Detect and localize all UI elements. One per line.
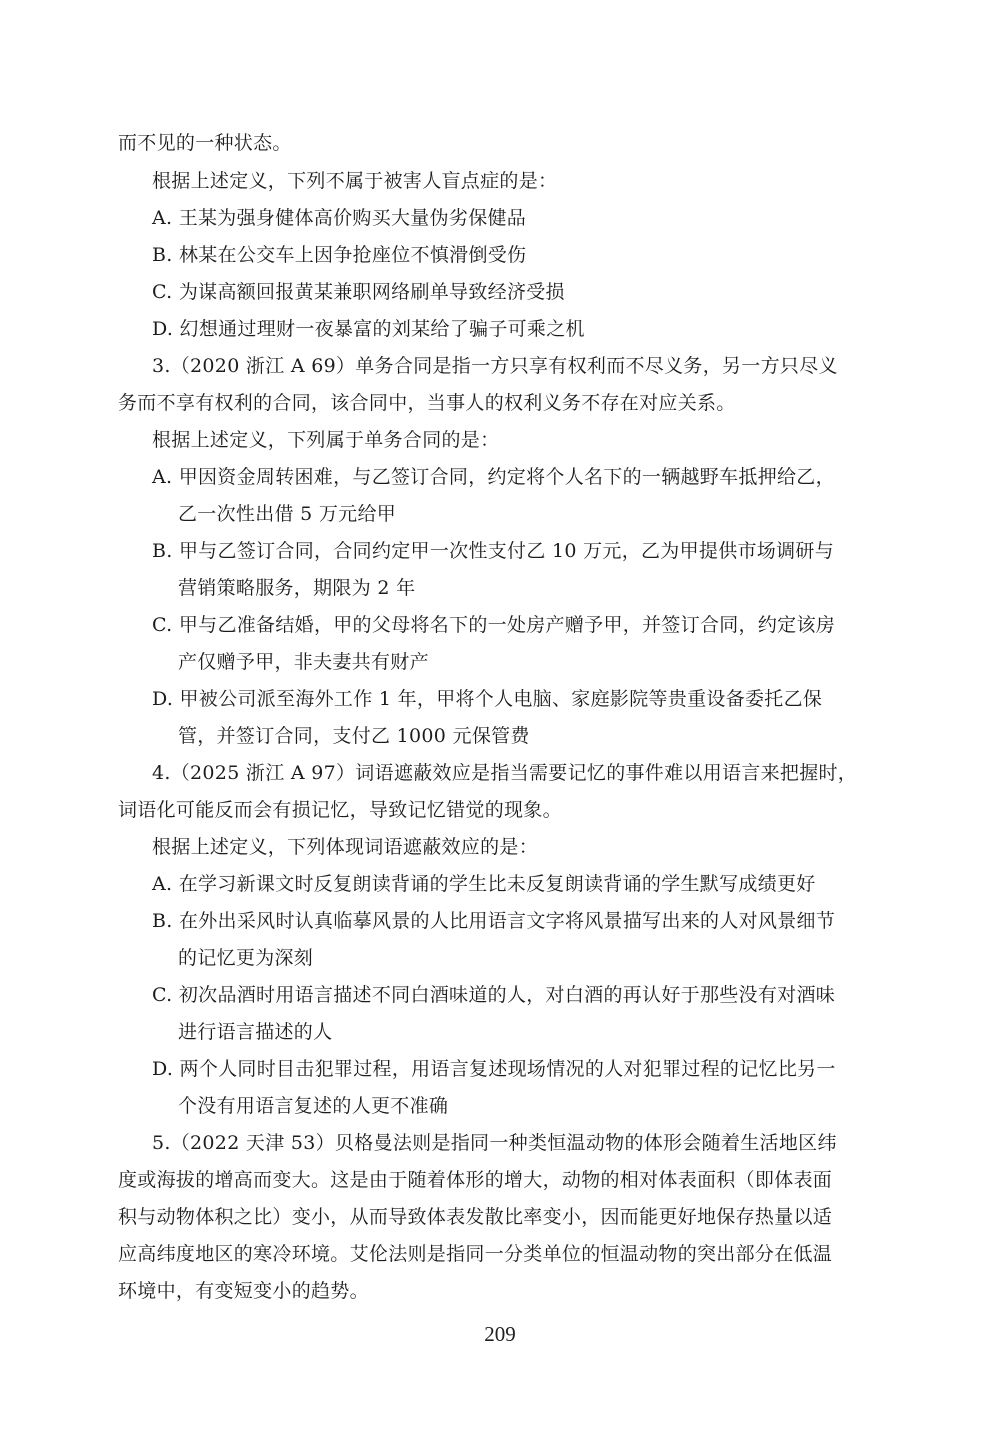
option-b: B. 林某在公交车上因争抢座位不慎滑倒受伤 bbox=[152, 244, 527, 266]
question-5-definition: 5.（2022 天津 53）贝格曼法则是指同一种类恒温动物的体形会随着生活地区纬 bbox=[152, 1132, 837, 1154]
question-4-definition: 4.（2025 浙江 A 97）词语遮蔽效应是指当需要记忆的事件难以用语言来把握时， bbox=[152, 762, 858, 784]
option-d-continued: 管，并签订合同，支付乙 1000 元保管费 bbox=[178, 725, 530, 747]
option-c: C. 甲与乙准备结婚，甲的父母将名下的一处房产赠予甲，并签订合同，约定该房 bbox=[152, 614, 836, 636]
text-line: 度或海拔的增高而变大。这是由于随着体形的增大，动物的相对体表面积（即体表面 bbox=[118, 1169, 833, 1191]
option-d: D. 幻想通过理财一夜暴富的刘某给了骗子可乘之机 bbox=[152, 318, 585, 340]
text-line: 而不见的一种状态。 bbox=[118, 132, 292, 154]
option-b: B. 在外出采风时认真临摹风景的人比用语言文字将风景描写出来的人对风景细节 bbox=[152, 910, 836, 932]
option-c: C. 为谋高额回报黄某兼职网络刷单导致经济受损 bbox=[152, 281, 565, 303]
option-b-continued: 营销策略服务，期限为 2 年 bbox=[178, 577, 416, 599]
option-c: C. 初次品酒时用语言描述不同白酒味道的人，对白酒的再认好于那些没有对酒味 bbox=[152, 984, 836, 1006]
option-a: A. 在学习新课文时反复朗读背诵的学生比未反复朗读背诵的学生默写成绩更好 bbox=[152, 873, 816, 895]
question-prompt: 根据上述定义，下列体现词语遮蔽效应的是： bbox=[152, 836, 539, 858]
option-d: D. 两个人同时目击犯罪过程，用语言复述现场情况的人对犯罪过程的记忆比另一 bbox=[152, 1058, 836, 1080]
option-b-continued: 的记忆更为深刻 bbox=[178, 947, 314, 969]
text-line: 环境中，有变短变小的趋势。 bbox=[118, 1280, 369, 1302]
option-b: B. 甲与乙签订合同，合同约定甲一次性支付乙 10 万元，乙为甲提供市场调研与 bbox=[152, 540, 834, 562]
page-number: 209 bbox=[484, 1322, 516, 1346]
option-d-continued: 个没有用语言复述的人更不准确 bbox=[178, 1095, 449, 1117]
question-prompt: 根据上述定义，下列属于单务合同的是： bbox=[152, 429, 500, 451]
text-line: 词语化可能反而会有损记忆，导致记忆错觉的现象。 bbox=[118, 799, 562, 821]
option-c-continued: 进行语言描述的人 bbox=[178, 1021, 333, 1043]
text-line: 务而不享有权利的合同，该合同中，当事人的权利义务不存在对应关系。 bbox=[118, 392, 736, 414]
option-a: A. 甲因资金周转困难，与乙签订合同，约定将个人名下的一辆越野车抵押给乙， bbox=[152, 466, 835, 488]
question-prompt: 根据上述定义，下列不属于被害人盲点症的是： bbox=[152, 170, 558, 192]
option-c-continued: 产仅赠予甲，非夫妻共有财产 bbox=[178, 651, 429, 673]
option-a-continued: 乙一次性出借 5 万元给甲 bbox=[178, 503, 397, 525]
option-a: A. 王某为强身健体高价购买大量伪劣保健品 bbox=[152, 207, 527, 229]
text-line: 应高纬度地区的寒冷环境。艾伦法则是指同一分类单位的恒温动物的突出部分在低温 bbox=[118, 1243, 833, 1265]
question-3-definition: 3.（2020 浙江 A 69）单务合同是指一方只享有权利而不尽义务，另一方只尽义 bbox=[152, 355, 838, 377]
text-line: 积与动物体积之比）变小，从而导致体表发散比率变小，因而能更好地保存热量以适 bbox=[118, 1206, 833, 1228]
option-d: D. 甲被公司派至海外工作 1 年，甲将个人电脑、家庭影院等贵重设备委托乙保 bbox=[152, 688, 823, 710]
